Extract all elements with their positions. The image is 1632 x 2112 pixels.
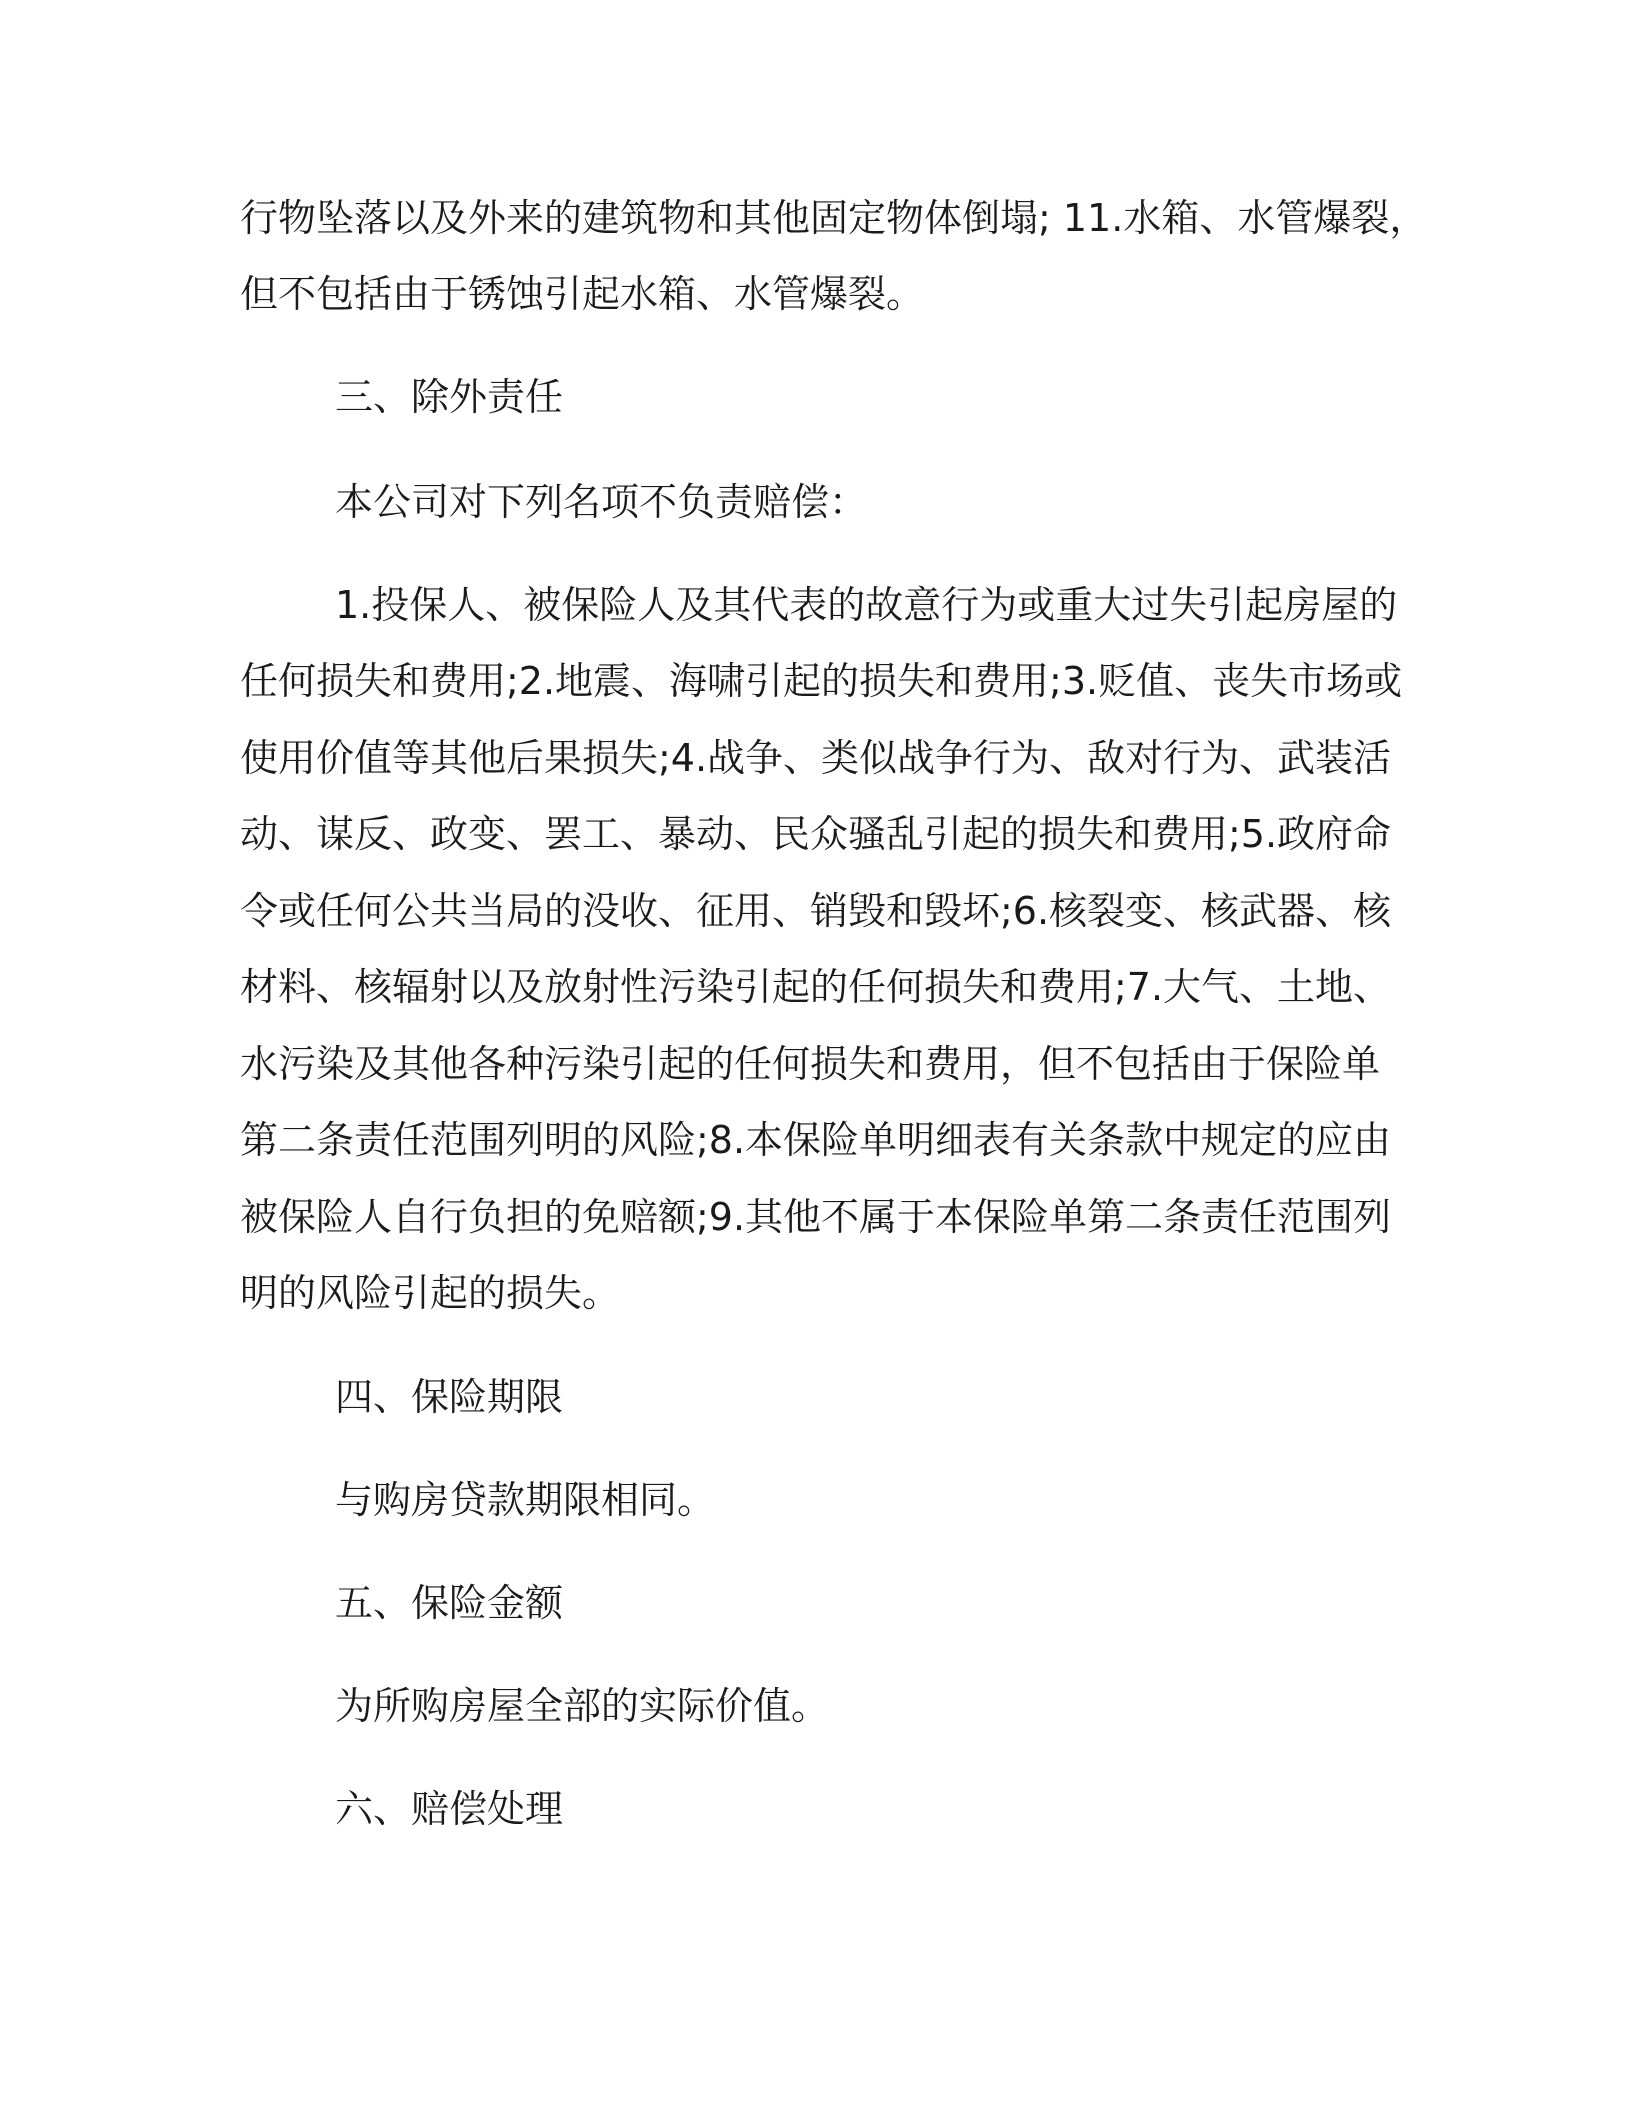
- text-line: 但不包括由于锈蚀引起水箱、水管爆裂。: [240, 272, 925, 316]
- text-line: 明的风险引起的损失。: [240, 1271, 621, 1315]
- text-line: 材料、核辐射以及放射性污染引起的任何损失和费用;7.大气、土地、: [240, 965, 1392, 1009]
- section-heading: 五、保险金额: [335, 1581, 564, 1625]
- text-line: 水污染及其他各种污染引起的任何损失和费用，但不包括由于保险单: [240, 1042, 1381, 1086]
- text-line: 任何损失和费用;2.地震、海啸引起的损失和费用;3.贬值、丧失市场或: [240, 659, 1403, 703]
- text-line: 动、谋反、政变、罢工、暴动、民众骚乱引起的损失和费用;5.政府命: [240, 812, 1392, 856]
- text-line: 1.投保人、被保险人及其代表的故意行为或重大过失引起房屋的: [335, 583, 1398, 627]
- section-heading: 三、除外责任: [335, 375, 564, 419]
- text-line: 第二条责任范围列明的风险;8.本保险单明细表有关条款中规定的应由: [240, 1118, 1392, 1162]
- text-line: 使用价值等其他后果损失;4.战争、类似战争行为、敌对行为、武装活: [240, 736, 1392, 780]
- paragraph-body: 与购房贷款期限相同。: [335, 1478, 716, 1522]
- text-line: 被保险人自行负担的免赔额;9.其他不属于本保险单第二条责任范围列: [240, 1195, 1392, 1239]
- paragraph-body: 为所购房屋全部的实际价值。: [335, 1684, 830, 1728]
- section-heading: 四、保险期限: [335, 1375, 564, 1419]
- text-line: 行物坠落以及外来的建筑物和其他固定物体倒塌; 11.水箱、水管爆裂，: [240, 196, 1428, 240]
- section-heading: 六、赔偿处理: [335, 1787, 564, 1831]
- text-line: 令或任何公共当局的没收、征用、销毁和毁坏;6.核裂变、核武器、核: [240, 889, 1392, 933]
- paragraph-intro: 本公司对下列名项不负责赔偿：: [335, 480, 868, 524]
